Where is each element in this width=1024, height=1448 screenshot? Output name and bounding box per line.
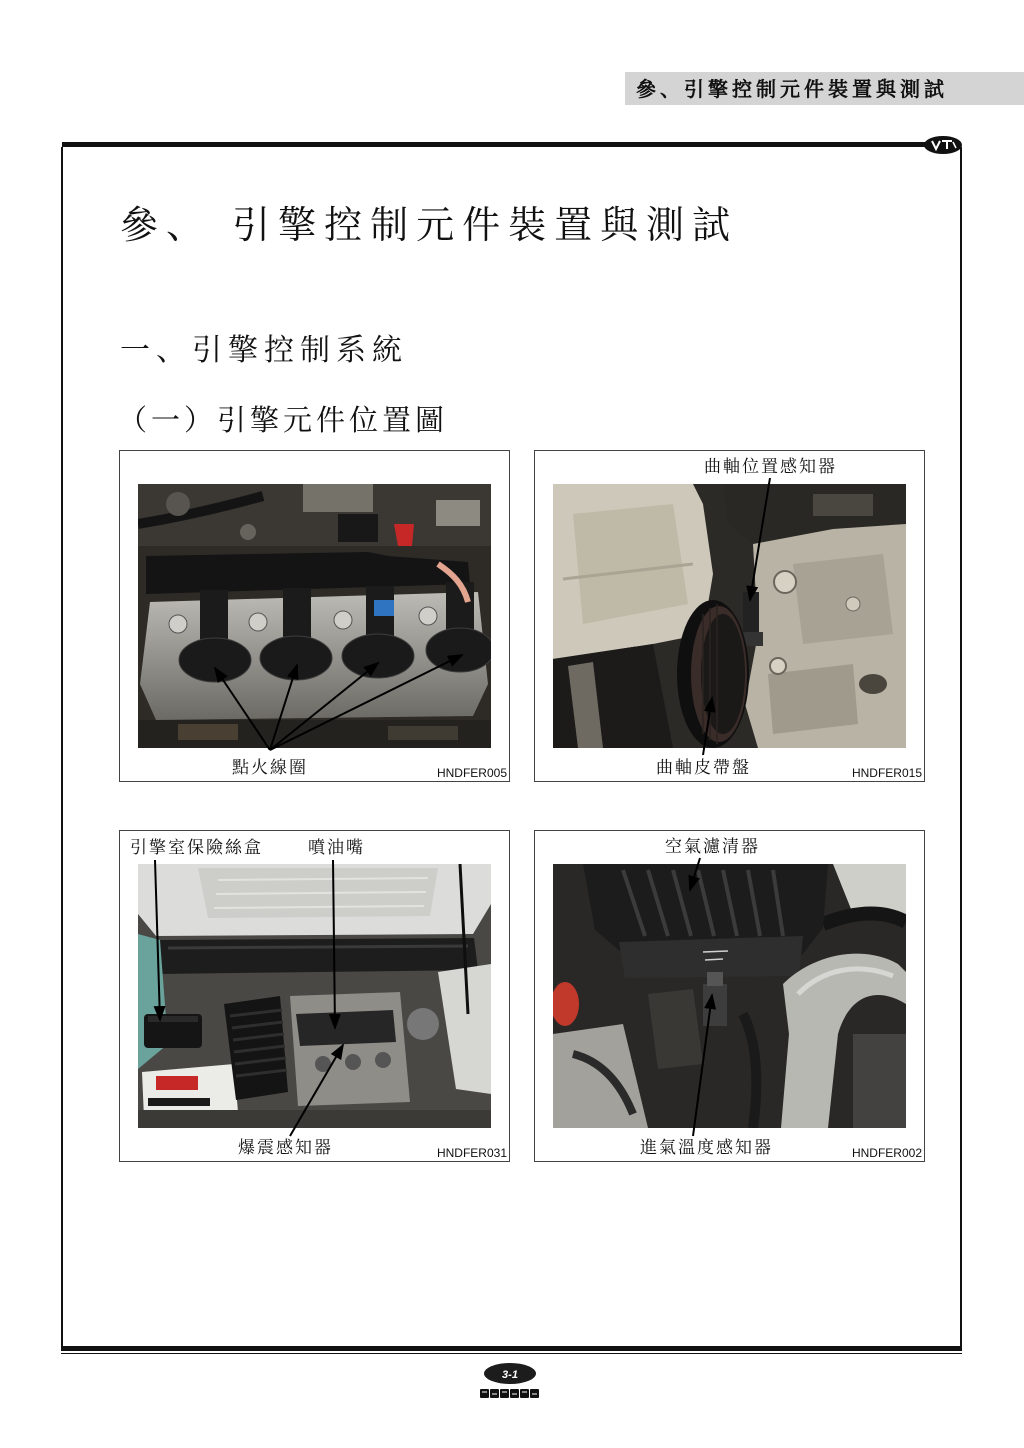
figure-callout-arrows <box>119 450 510 782</box>
callout-arrow <box>690 858 700 890</box>
callout-arrow <box>270 665 297 750</box>
figure-code: HNDFER015 <box>851 766 922 780</box>
section-subheading: （一）引擎元件位置圖 <box>118 403 449 437</box>
top-rule <box>62 142 926 147</box>
figure-label-crankshaft-position-sensor: 曲軸位置感知器 <box>704 457 837 477</box>
callout-arrow <box>750 478 770 600</box>
figure-label-crankshaft-pulley: 曲軸皮帶盤 <box>656 758 751 778</box>
chapter-header-tab <box>625 72 1024 105</box>
figure-crankshaft <box>534 450 925 782</box>
figure-label-ignition-coil: 點火線圈 <box>232 758 308 778</box>
figure-code: HNDFER005 <box>436 766 507 780</box>
callout-arrow <box>215 668 270 750</box>
publisher-wordmark-icon <box>478 1386 546 1400</box>
publisher-logo-icon <box>922 134 964 156</box>
figure-label-fuse-box: 引擎室保險絲盒 <box>130 838 263 858</box>
frame-left-border <box>61 147 63 1349</box>
bottom-rule-thin <box>61 1353 962 1354</box>
callout-arrow <box>270 655 462 750</box>
figure-code: HNDFER002 <box>851 1146 922 1160</box>
page-number-badge <box>484 1363 536 1384</box>
figure-engine-room <box>119 830 510 1162</box>
chapter-header-title: 參、引擎控制元件裝置與測試 <box>636 77 948 101</box>
callout-arrow <box>155 860 160 1020</box>
figure-label-knock-sensor: 爆震感知器 <box>238 1138 333 1158</box>
figure-label-intake-air-temp-sensor: 進氣溫度感知器 <box>640 1138 773 1158</box>
bottom-rule <box>61 1346 962 1351</box>
figure-callout-arrows <box>534 450 925 782</box>
figure-label-air-cleaner: 空氣濾清器 <box>665 837 760 857</box>
page-number: 3-1 <box>502 1369 518 1381</box>
section-heading: 一、引擎控制系統 <box>120 333 408 368</box>
figure-callout-arrows <box>534 830 925 1162</box>
callout-arrow <box>703 698 712 755</box>
frame-right-border <box>960 147 962 1349</box>
figure-label-injector: 噴油嘴 <box>308 838 365 858</box>
figure-callout-arrows <box>119 830 510 1162</box>
figure-air-intake <box>534 830 925 1162</box>
callout-arrow <box>333 860 335 1028</box>
figure-ignition-coils <box>119 450 510 782</box>
callout-arrow <box>693 995 712 1136</box>
callout-arrow <box>270 663 378 750</box>
callout-arrow <box>290 1045 343 1136</box>
figure-code: HNDFER031 <box>436 1146 507 1160</box>
page-title: 參、 引擎控制元件裝置與測試 <box>120 203 739 247</box>
